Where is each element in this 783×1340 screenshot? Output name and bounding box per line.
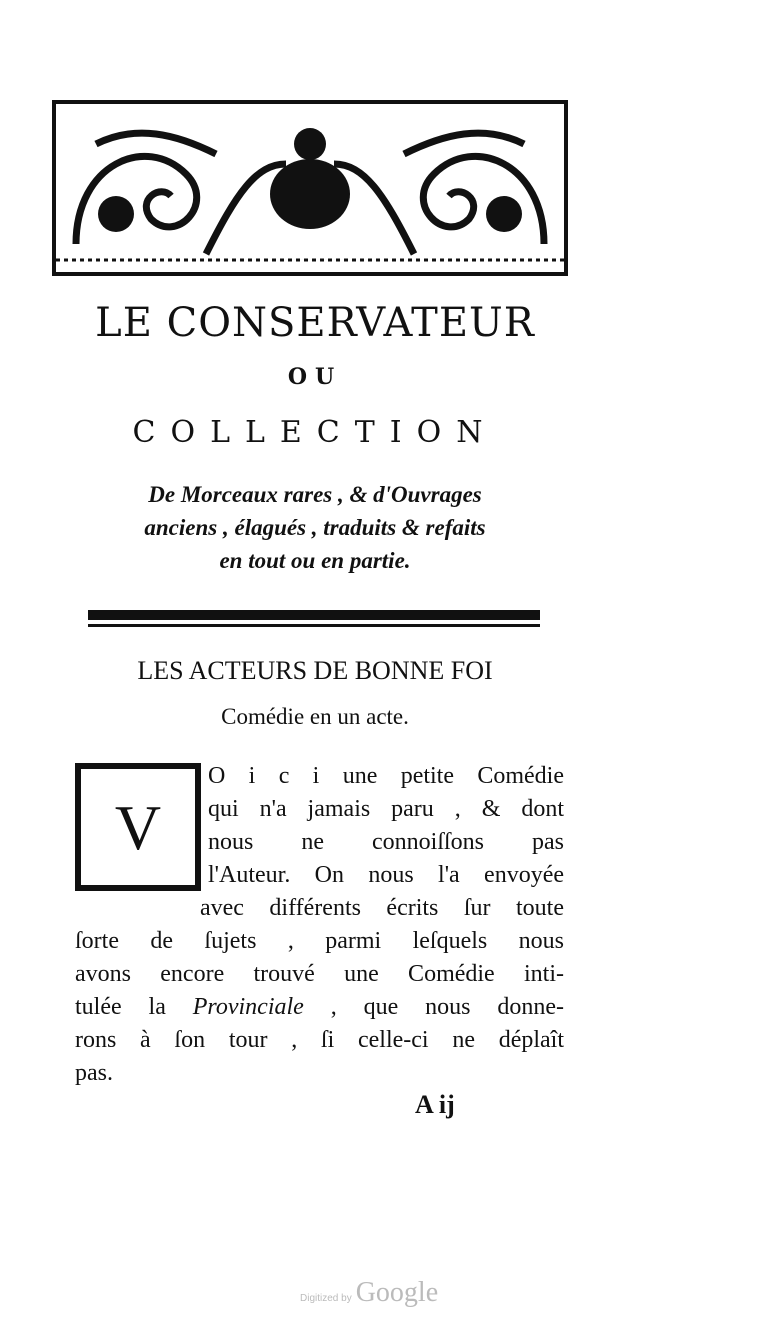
play-title: LES ACTEURS DE BONNE FOI: [137, 656, 493, 685]
signature-mark: A ij: [415, 1090, 455, 1119]
drop-cap: [75, 763, 201, 891]
google-watermark: [300, 1277, 438, 1309]
body-line: O i c i une petite Comédie: [208, 763, 564, 789]
italic-title: Provinciale: [192, 994, 304, 1020]
body-line: l'Auteur. On nous l'a envoyée: [208, 862, 564, 888]
play-subtitle: Comédie en un acte.: [221, 704, 409, 729]
body-line: qui n'a jamais paru , & dont: [208, 796, 564, 822]
subtitle-line: De Morceaux rares , & d'Ouvrages: [148, 482, 482, 507]
body-line: pas.: [75, 1060, 113, 1086]
divider-rule: [88, 610, 540, 620]
title-collection: COLLECTION: [132, 415, 498, 450]
body-line: nous ne connoiſſons pas: [208, 829, 564, 855]
body-line: avec différents écrits ſur toute: [200, 895, 564, 921]
body-line: avons encore trouvé une Comédie inti-: [75, 961, 564, 987]
title-conjunction: OU: [287, 364, 343, 390]
watermark-prefix: Digitized by: [300, 1293, 352, 1304]
book-title: LE CONSERVATEUR: [95, 300, 535, 346]
divider-rule: [88, 624, 540, 627]
drop-cap-letter: V: [114, 792, 162, 863]
body-line: ſorte de ſujets , parmi leſquels nous: [75, 928, 564, 954]
body-line: tulée la Provinciale , que nous donne-: [75, 994, 564, 1020]
subtitle-line: en tout ou en partie.: [219, 548, 411, 573]
subtitle-line: anciens , élagués , traduits & refaits: [144, 515, 486, 540]
ornamental-headpiece: [52, 100, 568, 276]
watermark-brand: Google: [355, 1277, 439, 1308]
body-line: rons à ſon tour , ſi celle-ci ne déplaît: [75, 1027, 564, 1053]
